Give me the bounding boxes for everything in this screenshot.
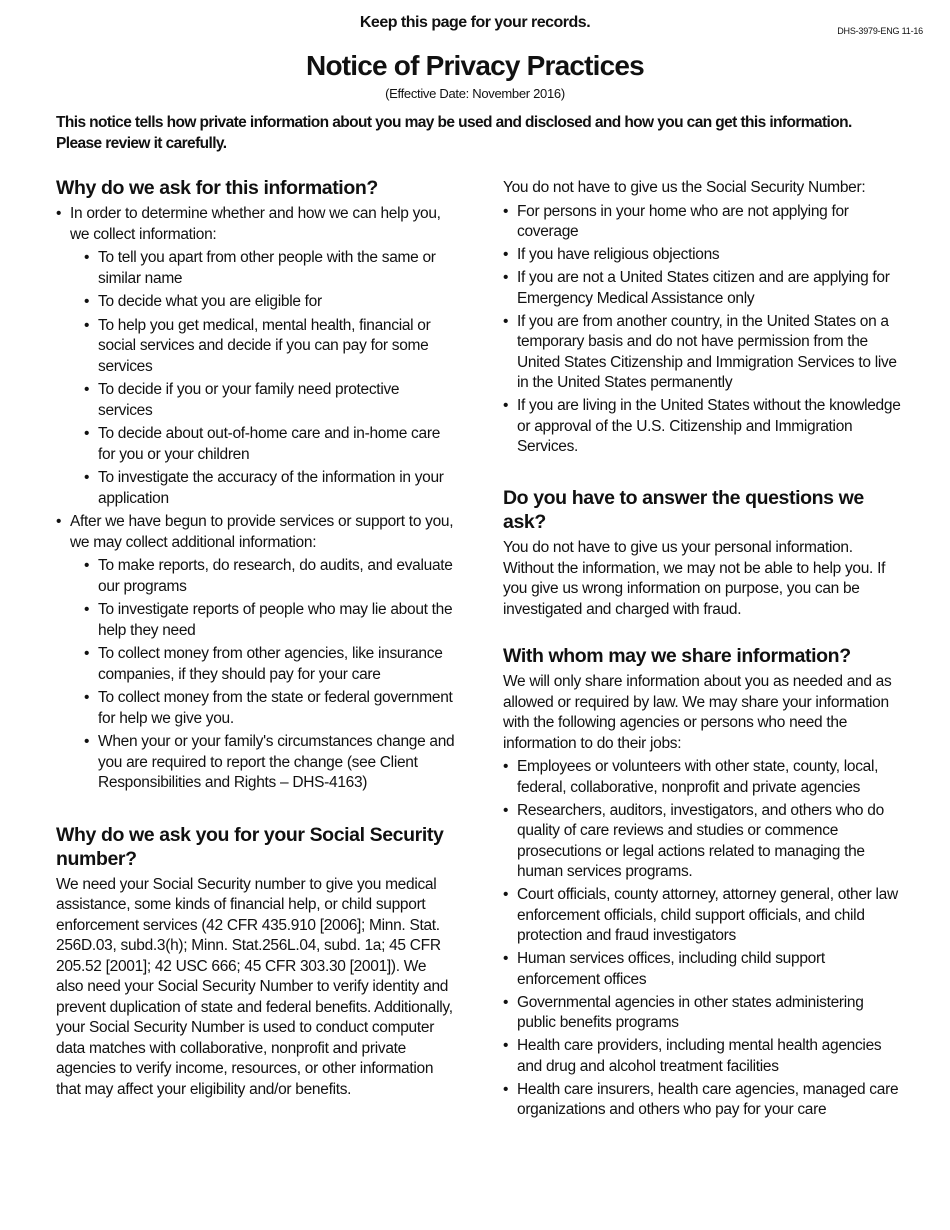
sub-list [84, 556, 456, 794]
spacer [503, 460, 903, 486]
list-item: • Human services offices, including child support enforcement offices [503, 949, 903, 990]
left-column [56, 176, 456, 1100]
list-item: • If you are living in the United States without the knowledge or approval of the U.S. Citizenship and Immigration Services. [503, 396, 903, 458]
list-item [56, 512, 456, 794]
list-item: • Court officials, county attorney, attorney general, other law enforcement officials, child support officials, and child protection and fraud investigators [503, 885, 903, 947]
list-item: • To investigate reports of people who may lie about the help they need [84, 600, 456, 641]
bullet-list [56, 204, 456, 794]
section-lead: You do not have to give us the Social Security Number: [503, 179, 866, 196]
section-heading: With whom may we share information? [503, 645, 851, 667]
section-ssn-exempt [503, 178, 903, 458]
bullet-list [503, 757, 903, 1121]
section-ssn [56, 823, 456, 1101]
effective-date: (Effective Date: November 2016) [385, 86, 565, 101]
list-item: • To collect money from other agencies, like insurance companies, if they should pay for your care [84, 644, 456, 685]
list-item: • To make reports, do research, do audits, and evaluate our programs [84, 556, 456, 597]
list-item-text: In order to determine whether and how we can help you, we collect information: [70, 205, 441, 243]
section-body: We need your Social Security number to give you medical assistance, some kinds of financial help, or child support enforcement services (42 CFR 435.910 [2006]; Minn. Stat. 256D.03, subd.3(h); Minn. Stat.256L.04, subd. 1a; 45 CFR 205.52 [2001]; 42 USC 666; 45 CFR 303.30 [2001]). We also need your Social Security Number to verify identity and prevent duplication of state and federal benefits. Additionally, your Social Security Number is used to conduct computer data matches with collaborative, nonprofit and private agencies to verify income, resources, or other information that may affect your eligibility and/or benefits. [56, 875, 453, 1098]
section-share [503, 644, 903, 1121]
section-heading: Why do we ask for this information? [56, 177, 378, 199]
bullet-list [503, 202, 903, 458]
spacer [56, 797, 456, 823]
list-item: • To decide if you or your family need protective services [84, 380, 456, 421]
section-answer [503, 486, 903, 620]
list-item: • To investigate the accuracy of the information in your application [84, 468, 456, 509]
list-item-text: After we have begun to provide services or support to you, we may collect additional information: [70, 513, 454, 551]
intro-notice [56, 112, 906, 154]
list-item: • If you have religious objections [503, 245, 903, 266]
right-column [503, 178, 903, 1123]
section-body: You do not have to give us your personal information. Without the information, we may not be able to help you. If you give us wrong information on purpose, you can be investigated and charged with fraud. [503, 539, 886, 618]
list-item: • Governmental agencies in other states administering public benefits programs [503, 993, 903, 1034]
list-item: • Health care providers, including mental health agencies and drug and alcohol treatment facilities [503, 1036, 903, 1077]
section-heading: Do you have to answer the questions we ask? [503, 487, 864, 533]
list-item: • To help you get medical, mental health, financial or social services and decide if you can pay for some services [84, 316, 456, 378]
section-body: We will only share information about you as needed and as allowed or required by law. We may share your information with the following agencies or persons who need the information to do their jobs: [503, 673, 892, 752]
list-item: • When your or your family's circumstances change and you are required to report the change (see Client Responsibilities and Rights – DHS-4163) [84, 732, 456, 794]
page-title: Notice of Privacy Practices [306, 50, 644, 81]
form-code: DHS-3979-ENG 11-16 [837, 26, 923, 36]
list-item: • If you are not a United States citizen and are applying for Emergency Medical Assistance only [503, 268, 903, 309]
list-item: • To decide about out-of-home care and in-home care for you or your children [84, 424, 456, 465]
section-heading: Why do we ask you for your Social Security number? [56, 823, 444, 870]
list-item: • To decide what you are eligible for [84, 292, 456, 313]
intro-line: Please review it carefully. [56, 135, 227, 152]
spacer [503, 620, 903, 644]
list-item: • Health care insurers, health care agencies, managed care organizations and others who pay for your care [503, 1080, 903, 1121]
list-item: • To tell you apart from other people with the same or similar name [84, 248, 456, 289]
list-item [56, 204, 456, 509]
section-why-ask [56, 176, 456, 794]
list-item: • To collect money from the state or federal government for help we give you. [84, 688, 456, 729]
intro-line: This notice tells how private information about you may be used and disclosed and how you can get this information. [56, 114, 852, 131]
sub-list [84, 248, 456, 509]
list-item: • Researchers, auditors, investigators, and others who do quality of care reviews and studies or commence prosecutions or legal actions related to managing the human services programs. [503, 801, 903, 883]
list-item: • For persons in your home who are not applying for coverage [503, 202, 903, 243]
list-item: • Employees or volunteers with other state, county, local, federal, collaborative, nonprofit and private agencies [503, 757, 903, 798]
list-item: • If you are from another country, in the United States on a temporary basis and do not have permission from the United States Citizenship and Immigration Services to live in the United States permanently [503, 312, 903, 394]
records-note: Keep this page for your records. [359, 14, 591, 31]
